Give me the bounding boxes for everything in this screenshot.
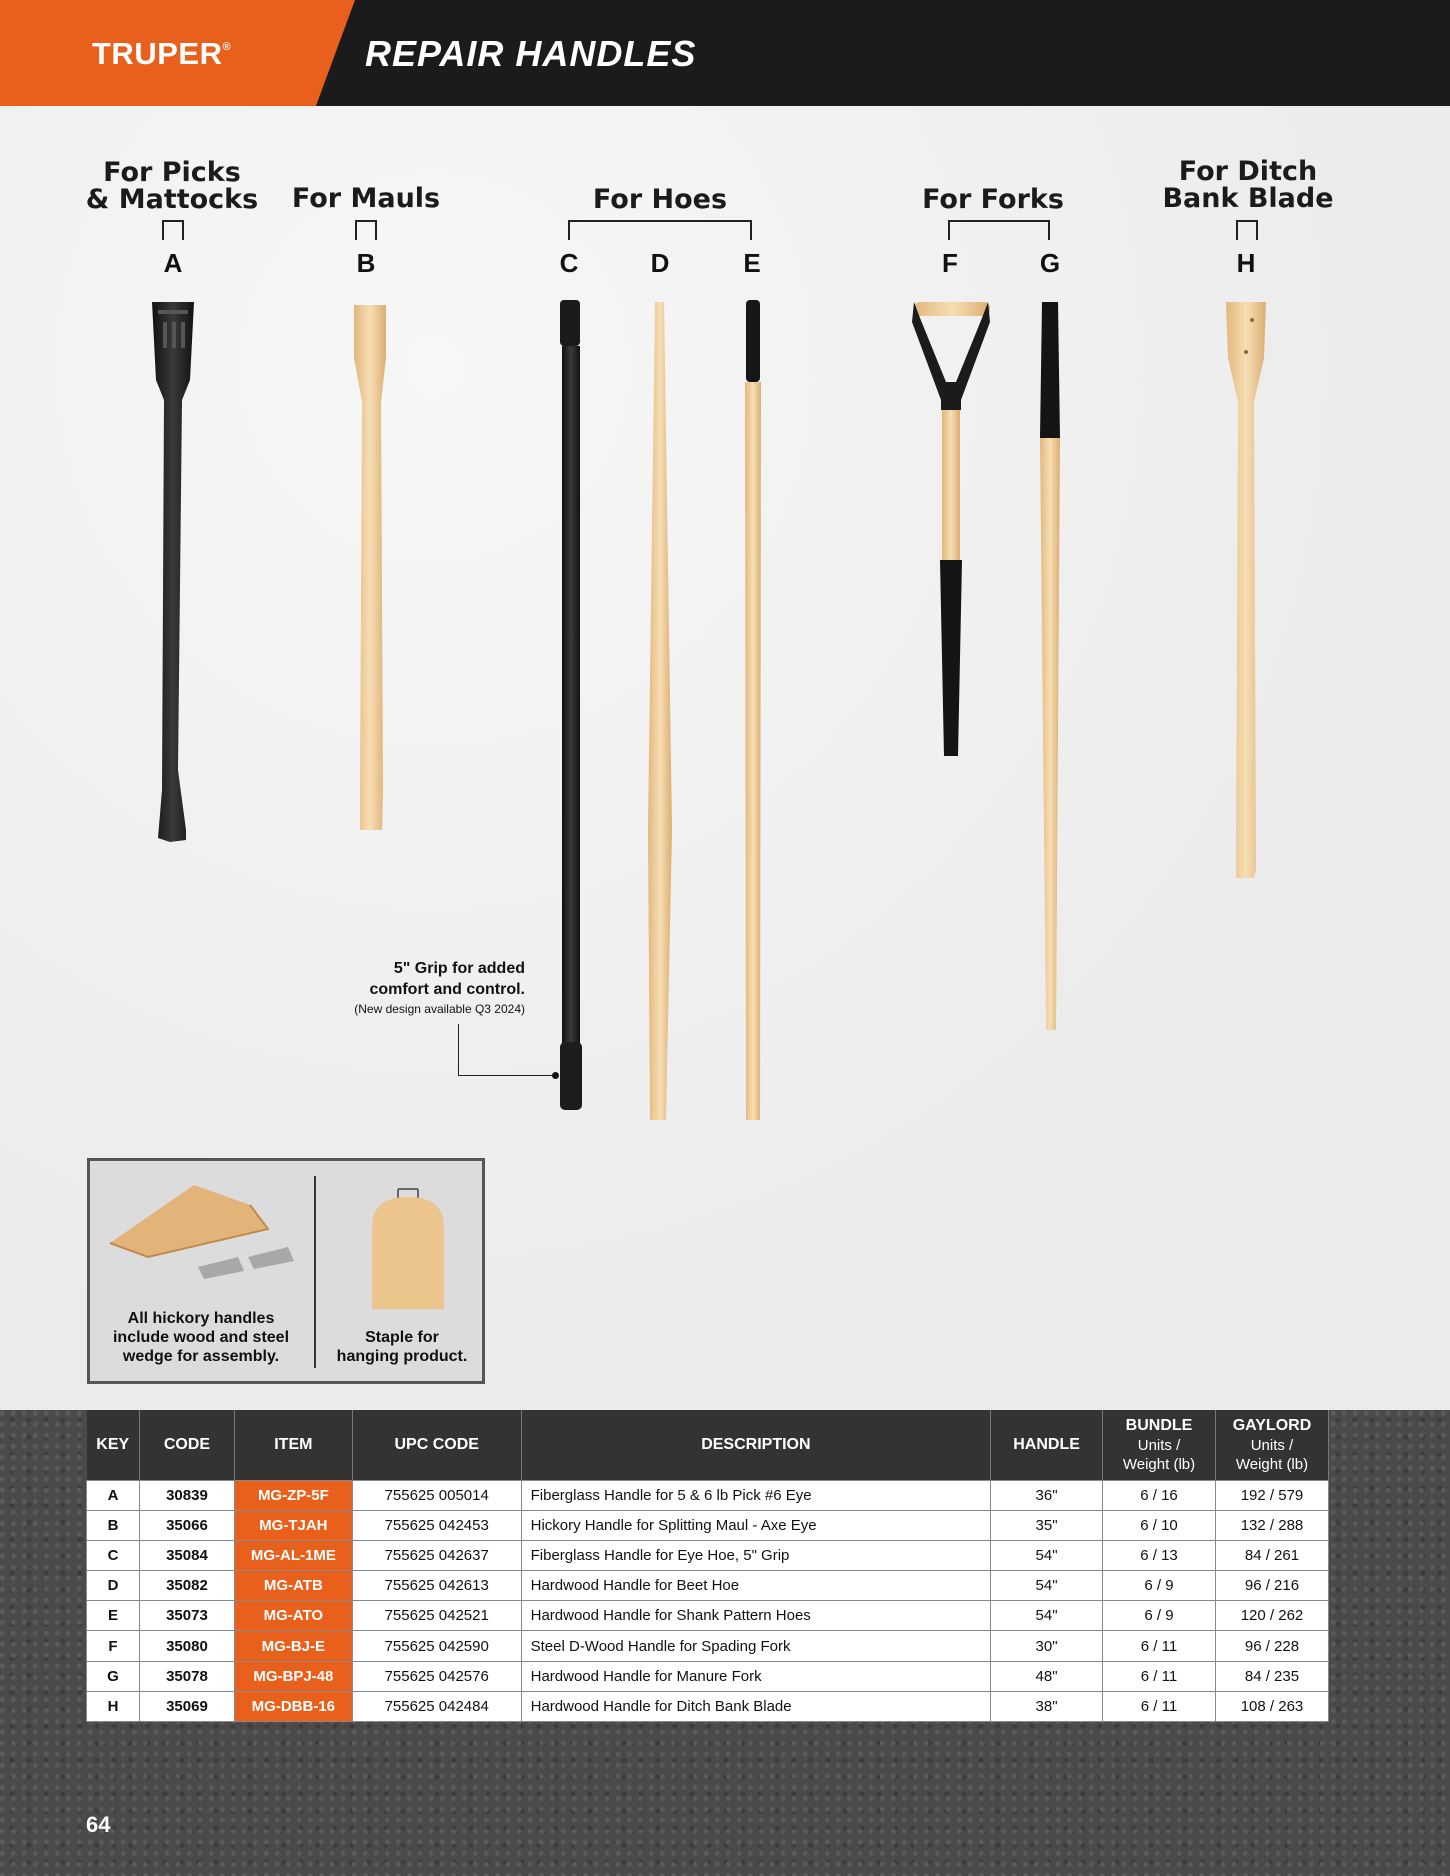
table-row: A 30839 MG-ZP-5F 755625 005014 Fiberglass Handle for 5 & 6 lb Pick #6 Eye 36" 6 / 16 192 / 579 [87,1480,1329,1510]
callout-dot [552,1072,559,1079]
infobox-divider [314,1176,316,1368]
handle-d-beet-hoe [648,302,672,1120]
group-label-mauls: For Mauls [291,183,441,214]
col-gaylord: GAYLORD Units / Weight (lb) [1215,1410,1328,1480]
letter-c: C [559,248,579,278]
handle-h-ditch-bank [1226,302,1266,878]
table-row: D 35082 MG-ATB 755625 042613 Hardwood Handle for Beet Hoe 54" 6 / 9 96 / 216 [87,1571,1329,1601]
handle-b-hickory-maul [354,305,386,830]
handle-e-shank-hoe [745,300,761,1120]
staple-caption: Staple for hanging product. [336,1329,468,1365]
bracket-ditch [1236,220,1258,240]
truper-logo: TRUPER® [92,36,232,71]
group-label-picks: For Picks & Mattocks [85,157,259,215]
handle-g-manure-fork [1040,302,1060,1030]
table-row: G 35078 MG-BPJ-48 755625 042576 Hardwood Handle for Manure Fork 48" 6 / 11 84 / 235 [87,1661,1329,1691]
letter-h: H [1236,248,1256,278]
wedge-illustration [98,1175,308,1295]
letter-e: E [743,248,761,278]
bracket-hoes [568,220,752,240]
handle-f-spading-fork [912,302,990,756]
accessories-infobox [87,1158,485,1384]
handle-a-fiberglass-pick [152,302,194,842]
table-row: B 35066 MG-TJAH 755625 042453 Hickory Handle for Splitting Maul - Axe Eye 35" 6 / 10 132 / 288 [87,1510,1329,1540]
letter-g: G [1039,248,1061,278]
handle-c-fiberglass-hoe [560,300,582,1110]
col-bundle: BUNDLE Units / Weight (lb) [1103,1410,1216,1480]
col-item: ITEM [234,1410,352,1480]
letter-a: A [163,248,183,278]
grip-callout: 5" Grip for added comfort and control. (New design available Q3 2024) [354,960,525,1016]
staple-illustration [358,1183,458,1313]
bracket-forks [948,220,1050,240]
table-row: F 35080 MG-BJ-E 755625 042590 Steel D-Wood Handle for Spading Fork 30" 6 / 11 96 / 228 [87,1631,1329,1661]
table-row: C 35084 MG-AL-1ME 755625 042637 Fiberglass Handle for Eye Hoe, 5" Grip 54" 6 / 13 84 / 261 [87,1540,1329,1570]
col-key: KEY [87,1410,140,1480]
bracket-picks [162,220,184,240]
col-handle: HANDLE [991,1410,1103,1480]
bracket-mauls [355,220,377,240]
col-upc: UPC CODE [352,1410,521,1480]
col-code: CODE [139,1410,234,1480]
callout-leader-line [458,1024,556,1076]
handles-illustration [0,290,1450,1130]
letter-f: F [942,248,958,278]
wedge-caption: All hickory handles include wood and steel wedge for assembly. [112,1310,290,1365]
group-label-hoes: For Hoes [592,184,728,215]
page-title: REPAIR HANDLES [365,33,697,74]
table-header-row [87,1410,1329,1480]
col-description: DESCRIPTION [521,1410,990,1480]
spec-table [86,1410,1329,1722]
page-header [0,0,1450,106]
group-label-forks: For Forks [922,184,1064,215]
table-row: E 35073 MG-ATO 755625 042521 Hardwood Handle for Shank Pattern Hoes 54" 6 / 9 120 / 262 [87,1601,1329,1631]
letter-b: B [356,248,376,278]
page-number: 64 [86,1812,111,1837]
group-label-ditch: For Ditch Bank Blade [1162,156,1334,214]
letter-d: D [650,248,670,278]
table-row: H 35069 MG-DBB-16 755625 042484 Hardwood Handle for Ditch Bank Blade 38" 6 / 11 108 / 263 [87,1691,1329,1721]
